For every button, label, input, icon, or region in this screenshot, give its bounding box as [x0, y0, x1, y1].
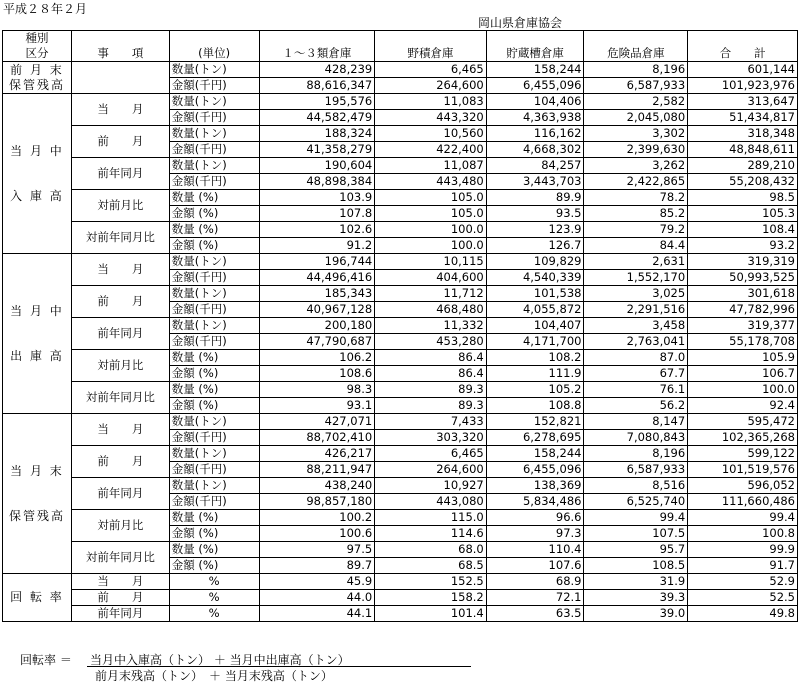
item-year-over-year: 対前年同月比	[71, 222, 169, 254]
unit-cell: 金額(千円)	[169, 78, 259, 94]
value-cell: 303,320	[375, 430, 487, 446]
kubun-label: 区分	[25, 46, 49, 60]
value-cell: 126.7	[486, 238, 584, 254]
value-cell: 3,262	[584, 158, 688, 174]
value-cell: 103.9	[259, 190, 375, 206]
value-cell: 104,406	[486, 94, 584, 110]
value-cell: 2,631	[584, 254, 688, 270]
value-cell: 427,071	[259, 414, 375, 430]
table-row	[3, 478, 798, 494]
section-outgoing	[3, 254, 72, 414]
table-row	[3, 222, 798, 238]
value-cell: 51,434,817	[688, 110, 798, 126]
value-cell: 152,821	[486, 414, 584, 430]
table-row	[3, 94, 798, 110]
unit-cell: 数量 (%)	[169, 350, 259, 366]
value-cell: 2,045,080	[584, 110, 688, 126]
value-cell: 264,600	[375, 78, 487, 94]
unit-cell: 金額 (%)	[169, 558, 259, 574]
value-cell: 49.8	[688, 606, 798, 622]
value-cell: 2,422,865	[584, 174, 688, 190]
section-label: 出 庫 高	[10, 348, 64, 363]
value-cell: 105.0	[375, 190, 487, 206]
value-cell: 100.0	[375, 238, 487, 254]
value-cell: 109,829	[486, 254, 584, 270]
value-cell: 95.7	[584, 542, 688, 558]
value-cell: 31.9	[584, 574, 688, 590]
item-current-month: 当 月	[71, 254, 169, 286]
unit-cell: 数量(トン)	[169, 414, 259, 430]
value-cell: 107.5	[584, 526, 688, 542]
value-cell: 313,647	[688, 94, 798, 110]
value-cell: 443,320	[375, 110, 487, 126]
table-row	[3, 62, 798, 78]
unit-cell: %	[169, 590, 259, 606]
value-cell: 56.2	[584, 398, 688, 414]
warehouse-statistics-table	[2, 30, 798, 622]
formula-denominator: 前月末残高（トン） ＋ 当月末残高（トン）	[95, 669, 333, 683]
value-cell: 4,055,872	[486, 302, 584, 318]
value-cell: 47,790,687	[259, 334, 375, 350]
value-cell: 44,582,479	[259, 110, 375, 126]
unit-cell: 金額(千円)	[169, 110, 259, 126]
value-cell: 6,587,933	[584, 462, 688, 478]
table-row	[3, 158, 798, 174]
value-cell: 68.5	[375, 558, 487, 574]
header-open-storage: 野積倉庫	[375, 31, 487, 62]
unit-cell: 数量 (%)	[169, 382, 259, 398]
value-cell: 599,122	[688, 446, 798, 462]
unit-cell: 数量(トン)	[169, 158, 259, 174]
value-cell: 138,369	[486, 478, 584, 494]
table-row	[3, 350, 798, 366]
value-cell: 88,616,347	[259, 78, 375, 94]
item-same-month-last-year: 前年同月	[71, 318, 169, 350]
value-cell: 98.3	[259, 382, 375, 398]
unit-cell: 数量(トン)	[169, 254, 259, 270]
value-cell: 100.0	[375, 222, 487, 238]
value-cell: 158.2	[375, 590, 487, 606]
value-cell: 6,455,096	[486, 78, 584, 94]
unit-cell: 数量 (%)	[169, 190, 259, 206]
value-cell: 11,083	[375, 94, 487, 110]
value-cell: 68.9	[486, 574, 584, 590]
header-item: 事 項	[71, 31, 169, 62]
item-previous-month: 前 月	[71, 446, 169, 478]
value-cell: 79.2	[584, 222, 688, 238]
value-cell: 426,217	[259, 446, 375, 462]
value-cell: 89.3	[375, 382, 487, 398]
value-cell: 101,519,576	[688, 462, 798, 478]
item-previous-month: 前 月	[71, 286, 169, 318]
value-cell: 6,525,740	[584, 494, 688, 510]
unit-cell: 金額(千円)	[169, 270, 259, 286]
unit-cell: 数量(トン)	[169, 62, 259, 78]
value-cell: 44,496,416	[259, 270, 375, 286]
value-cell: 1,552,170	[584, 270, 688, 286]
table-row	[3, 382, 798, 398]
value-cell: 93.1	[259, 398, 375, 414]
value-cell: 85.2	[584, 206, 688, 222]
value-cell: 44.0	[259, 590, 375, 606]
value-cell: 4,668,302	[486, 142, 584, 158]
value-cell: 97.5	[259, 542, 375, 558]
value-cell: 98.5	[688, 190, 798, 206]
value-cell: 115.0	[375, 510, 487, 526]
section-label: 前 月 末	[10, 62, 64, 77]
value-cell: 93.2	[688, 238, 798, 254]
value-cell: 88,211,947	[259, 462, 375, 478]
value-cell: 595,472	[688, 414, 798, 430]
value-cell: 63.5	[486, 606, 584, 622]
value-cell: 108.8	[486, 398, 584, 414]
value-cell: 89.7	[259, 558, 375, 574]
value-cell: 39.0	[584, 606, 688, 622]
header-kind	[3, 31, 72, 62]
value-cell: 99.9	[688, 542, 798, 558]
header-class1-3: １～３類倉庫	[259, 31, 375, 62]
value-cell: 111.9	[486, 366, 584, 382]
value-cell: 107.6	[486, 558, 584, 574]
item-month-over-month: 対前月比	[71, 510, 169, 542]
value-cell: 55,178,708	[688, 334, 798, 350]
value-cell: 319,319	[688, 254, 798, 270]
value-cell: 91.2	[259, 238, 375, 254]
value-cell: 111,660,486	[688, 494, 798, 510]
value-cell: 404,600	[375, 270, 487, 286]
value-cell: 3,443,703	[486, 174, 584, 190]
value-cell: 110.4	[486, 542, 584, 558]
table-row	[3, 318, 798, 334]
value-cell: 91.7	[688, 558, 798, 574]
value-cell: 3,025	[584, 286, 688, 302]
value-cell: 99.4	[584, 510, 688, 526]
value-cell: 84,257	[486, 158, 584, 174]
item-year-over-year: 対前年同月比	[71, 382, 169, 414]
value-cell: 152.5	[375, 574, 487, 590]
value-cell: 10,115	[375, 254, 487, 270]
value-cell: 468,480	[375, 302, 487, 318]
value-cell: 188,324	[259, 126, 375, 142]
value-cell: 108.6	[259, 366, 375, 382]
value-cell: 4,171,700	[486, 334, 584, 350]
value-cell: 195,576	[259, 94, 375, 110]
value-cell: 48,898,384	[259, 174, 375, 190]
value-cell: 105.2	[486, 382, 584, 398]
unit-cell: 金額(千円)	[169, 494, 259, 510]
value-cell: 422,400	[375, 142, 487, 158]
value-cell: 47,782,996	[688, 302, 798, 318]
unit-cell: 数量 (%)	[169, 542, 259, 558]
value-cell: 8,147	[584, 414, 688, 430]
organization-name: 岡山県倉庫協会	[478, 16, 563, 30]
table-row	[3, 286, 798, 302]
table-row	[3, 254, 798, 270]
table-row	[3, 31, 798, 62]
value-cell: 596,052	[688, 478, 798, 494]
value-cell: 89.3	[375, 398, 487, 414]
value-cell: 98,857,180	[259, 494, 375, 510]
value-cell: 3,302	[584, 126, 688, 142]
unit-cell: 金額(千円)	[169, 430, 259, 446]
unit-cell: 数量(トン)	[169, 446, 259, 462]
table-row	[3, 542, 798, 558]
item-blank	[71, 62, 169, 94]
value-cell: 108.2	[486, 350, 584, 366]
unit-cell: 金額 (%)	[169, 238, 259, 254]
kind-label: 種別	[25, 31, 49, 45]
unit-cell: 金額 (%)	[169, 398, 259, 414]
unit-cell: 数量(トン)	[169, 286, 259, 302]
value-cell: 10,560	[375, 126, 487, 142]
header-total: 合 計	[688, 31, 798, 62]
value-cell: 100.2	[259, 510, 375, 526]
value-cell: 8,516	[584, 478, 688, 494]
table-row	[3, 574, 798, 590]
value-cell: 190,604	[259, 158, 375, 174]
report-date: 平成２８年２月	[3, 2, 88, 16]
section-turnover: 回 転 率	[3, 574, 72, 622]
table-row	[3, 446, 798, 462]
value-cell: 72.1	[486, 590, 584, 606]
formula-numerator: 当月中入庫高（トン） ＋ 当月中出庫高（トン）	[90, 653, 350, 667]
item-same-month-last-year: 前年同月	[71, 158, 169, 190]
value-cell: 101.4	[375, 606, 487, 622]
value-cell: 89.9	[486, 190, 584, 206]
value-cell: 4,540,339	[486, 270, 584, 286]
section-label: 当 月 中	[10, 303, 64, 318]
section-label: 保管残高	[8, 77, 65, 92]
unit-cell: 数量(トン)	[169, 94, 259, 110]
unit-cell: 金額(千円)	[169, 174, 259, 190]
value-cell: 601,144	[688, 62, 798, 78]
unit-cell: 数量 (%)	[169, 222, 259, 238]
value-cell: 86.4	[375, 366, 487, 382]
value-cell: 67.7	[584, 366, 688, 382]
value-cell: 289,210	[688, 158, 798, 174]
value-cell: 88,702,410	[259, 430, 375, 446]
unit-cell: 金額(千円)	[169, 142, 259, 158]
table-row	[3, 414, 798, 430]
value-cell: 4,363,938	[486, 110, 584, 126]
value-cell: 6,278,695	[486, 430, 584, 446]
section-prev-balance	[3, 62, 72, 94]
value-cell: 264,600	[375, 462, 487, 478]
value-cell: 318,348	[688, 126, 798, 142]
unit-cell: %	[169, 606, 259, 622]
value-cell: 84.4	[584, 238, 688, 254]
value-cell: 101,538	[486, 286, 584, 302]
value-cell: 40,967,128	[259, 302, 375, 318]
unit-cell: 数量 (%)	[169, 510, 259, 526]
item-year-over-year: 対前年同月比	[71, 542, 169, 574]
table-row	[3, 190, 798, 206]
value-cell: 55,208,432	[688, 174, 798, 190]
value-cell: 158,244	[486, 62, 584, 78]
item-same-month-last-year: 前年同月	[71, 478, 169, 510]
item-previous-month: 前 月	[71, 590, 169, 606]
value-cell: 44.1	[259, 606, 375, 622]
item-previous-month: 前 月	[71, 126, 169, 158]
section-label: 当 月 末	[10, 463, 64, 478]
value-cell: 8,196	[584, 62, 688, 78]
value-cell: 2,763,041	[584, 334, 688, 350]
value-cell: 41,358,279	[259, 142, 375, 158]
table-row	[3, 590, 798, 606]
unit-cell: 金額(千円)	[169, 462, 259, 478]
value-cell: 196,744	[259, 254, 375, 270]
section-label: 当 月 中	[10, 143, 64, 158]
value-cell: 100.0	[688, 382, 798, 398]
value-cell: 8,196	[584, 446, 688, 462]
value-cell: 443,080	[375, 494, 487, 510]
item-month-over-month: 対前月比	[71, 190, 169, 222]
item-current-month: 当 月	[71, 94, 169, 126]
value-cell: 5,834,486	[486, 494, 584, 510]
unit-cell: %	[169, 574, 259, 590]
unit-cell: 数量(トン)	[169, 318, 259, 334]
value-cell: 2,399,630	[584, 142, 688, 158]
value-cell: 2,582	[584, 94, 688, 110]
value-cell: 10,927	[375, 478, 487, 494]
value-cell: 6,465	[375, 446, 487, 462]
value-cell: 11,087	[375, 158, 487, 174]
value-cell: 76.1	[584, 382, 688, 398]
value-cell: 102.6	[259, 222, 375, 238]
value-cell: 301,618	[688, 286, 798, 302]
value-cell: 11,712	[375, 286, 487, 302]
value-cell: 7,080,843	[584, 430, 688, 446]
value-cell: 45.9	[259, 574, 375, 590]
value-cell: 100.8	[688, 526, 798, 542]
value-cell: 100.6	[259, 526, 375, 542]
value-cell: 11,332	[375, 318, 487, 334]
unit-cell: 数量(トン)	[169, 478, 259, 494]
value-cell: 443,480	[375, 174, 487, 190]
value-cell: 102,365,268	[688, 430, 798, 446]
unit-cell: 金額 (%)	[169, 206, 259, 222]
section-label: 保管残高	[8, 508, 65, 523]
value-cell: 6,587,933	[584, 78, 688, 94]
value-cell: 106.7	[688, 366, 798, 382]
table-row	[3, 510, 798, 526]
value-cell: 86.4	[375, 350, 487, 366]
value-cell: 52.5	[688, 590, 798, 606]
header-silo: 貯蔵槽倉庫	[486, 31, 584, 62]
value-cell: 101,923,976	[688, 78, 798, 94]
value-cell: 116,162	[486, 126, 584, 142]
value-cell: 105.9	[688, 350, 798, 366]
value-cell: 158,244	[486, 446, 584, 462]
value-cell: 105.0	[375, 206, 487, 222]
unit-cell: 金額 (%)	[169, 526, 259, 542]
item-current-month: 当 月	[71, 414, 169, 446]
section-end-balance	[3, 414, 72, 574]
item-current-month: 当 月	[71, 574, 169, 590]
value-cell: 39.3	[584, 590, 688, 606]
unit-cell: 金額(千円)	[169, 334, 259, 350]
value-cell: 96.6	[486, 510, 584, 526]
value-cell: 319,377	[688, 318, 798, 334]
header-hazardous: 危険品倉庫	[584, 31, 688, 62]
value-cell: 108.5	[584, 558, 688, 574]
unit-cell: 数量(トン)	[169, 126, 259, 142]
value-cell: 68.0	[375, 542, 487, 558]
value-cell: 6,455,096	[486, 462, 584, 478]
value-cell: 104,407	[486, 318, 584, 334]
value-cell: 97.3	[486, 526, 584, 542]
item-same-month-last-year: 前年同月	[71, 606, 169, 622]
value-cell: 48,848,611	[688, 142, 798, 158]
value-cell: 106.2	[259, 350, 375, 366]
value-cell: 123.9	[486, 222, 584, 238]
table-row	[3, 606, 798, 622]
value-cell: 92.4	[688, 398, 798, 414]
value-cell: 87.0	[584, 350, 688, 366]
section-label: 入 庫 高	[10, 188, 64, 203]
value-cell: 185,343	[259, 286, 375, 302]
item-month-over-month: 対前月比	[71, 350, 169, 382]
value-cell: 7,433	[375, 414, 487, 430]
value-cell: 114.6	[375, 526, 487, 542]
unit-cell: 金額 (%)	[169, 366, 259, 382]
value-cell: 52.9	[688, 574, 798, 590]
value-cell: 438,240	[259, 478, 375, 494]
section-incoming	[3, 94, 72, 254]
value-cell: 453,280	[375, 334, 487, 350]
value-cell: 107.8	[259, 206, 375, 222]
value-cell: 200,180	[259, 318, 375, 334]
value-cell: 108.4	[688, 222, 798, 238]
value-cell: 2,291,516	[584, 302, 688, 318]
formula-lhs: 回転率 ＝	[20, 653, 72, 667]
value-cell: 93.5	[486, 206, 584, 222]
value-cell: 105.3	[688, 206, 798, 222]
value-cell: 50,993,525	[688, 270, 798, 286]
value-cell: 99.4	[688, 510, 798, 526]
table-row	[3, 126, 798, 142]
unit-cell: 金額(千円)	[169, 302, 259, 318]
value-cell: 78.2	[584, 190, 688, 206]
header-unit: (単位)	[169, 31, 259, 62]
value-cell: 428,239	[259, 62, 375, 78]
value-cell: 3,458	[584, 318, 688, 334]
value-cell: 6,465	[375, 62, 487, 78]
